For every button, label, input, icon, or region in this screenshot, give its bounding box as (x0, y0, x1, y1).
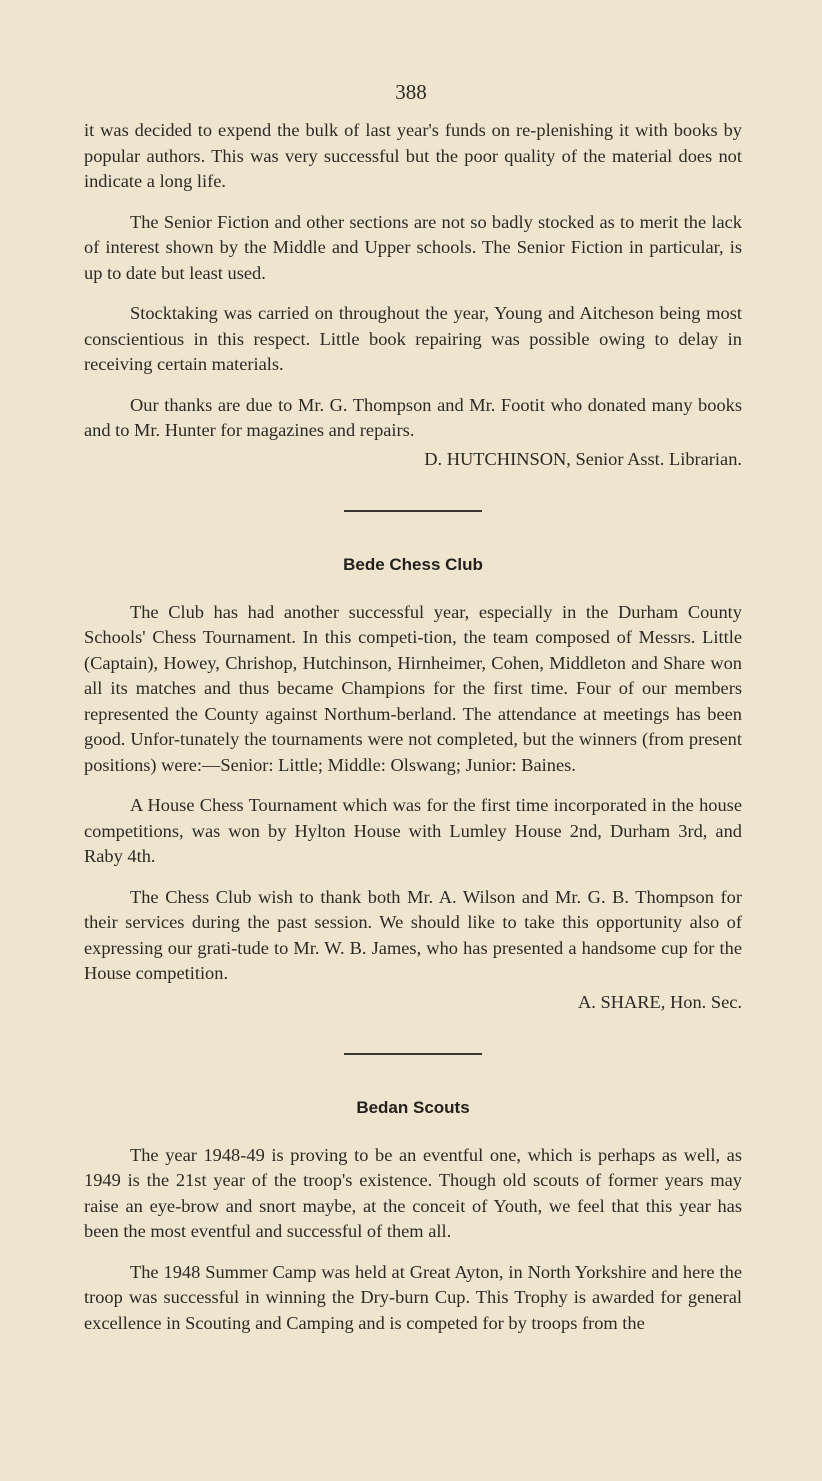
scouts-paragraph: The 1948 Summer Camp was held at Great Ayton, in North Yorkshire and here the troop was successful in winning the Dry-burn Cup. This Trophy is awarded for general excellence in Scouting and Camping and is competed for by troops from the (84, 1261, 742, 1333)
library-paragraph: The Senior Fiction and other sections are not so badly stocked as to merit the lack of interest shown by the Middle and Upper schools. The Senior Fiction in particular, is up to date but least used. (84, 211, 742, 283)
section-divider (344, 1053, 482, 1055)
library-paragraph: Stocktaking was carried on throughout the year, Young and Aitcheson being most conscientious in this respect. Little book repairing was possible owing to delay in receiving certain materials. (84, 303, 742, 374)
library-paragraph: Our thanks are due to Mr. G. Thompson and Mr. Footit who donated many books and to Mr. Hunter for magazines and repairs. (84, 394, 742, 440)
library-signature: D. HUTCHINSON, Senior Asst. Librarian. (424, 448, 742, 469)
library-paragraph: it was decided to expend the bulk of last year's funds on re-plenishing it with books by popular authors. This was very successful but the poor quality of the material does not indicate a long life. (84, 120, 742, 191)
chess-paragraph: The Club has had another successful year, especially in the Durham County Schools' Chess Tournament. In this competi-tion, the team composed of Messrs. Little (Captain), Howey, Chrishop, Hutchinson, Hirnheimer, Cohen, Middleton and Share won all its matches and thus became Champions for the first time. Four of our members represented the County against Northum-berland. The attendance at meetings has been good. Unfor-tunately the tournaments were not completed, but the winners (from present positions) were:—Senior: Little; Middle: Olswang; Junior: Baines. (84, 601, 742, 775)
section-divider (344, 510, 482, 512)
scouts-heading: Bedan Scouts (356, 1098, 470, 1117)
chess-paragraph: A House Chess Tournament which was for the first time incorporated in the house competitions, was won by Hylton House with Lumley House 2nd, Durham 3rd, and Raby 4th. (84, 795, 742, 866)
scouts-paragraph: The year 1948-49 is proving to be an eventful one, which is perhaps as well, as 1949 is the 21st year of the troop's existence. Though old scouts of former years may raise an eye-brow and snort maybe, at the conceit of Youth, we feel that this year has been the most eventful and successful of them all. (84, 1144, 742, 1241)
chess-paragraph: The Chess Club wish to thank both Mr. A. Wilson and Mr. G. B. Thompson for their services during the past session. We should like to take this opportunity also of expressing our grati-tude to Mr. W. B. James, who has presented a handsome cup for the House competition. (84, 886, 742, 983)
page-number: 388 (395, 80, 427, 104)
chess-signature: A. SHARE, Hon. Sec. (578, 991, 742, 1012)
chess-heading: Bede Chess Club (343, 555, 483, 574)
page-content (84, 118, 742, 1351)
